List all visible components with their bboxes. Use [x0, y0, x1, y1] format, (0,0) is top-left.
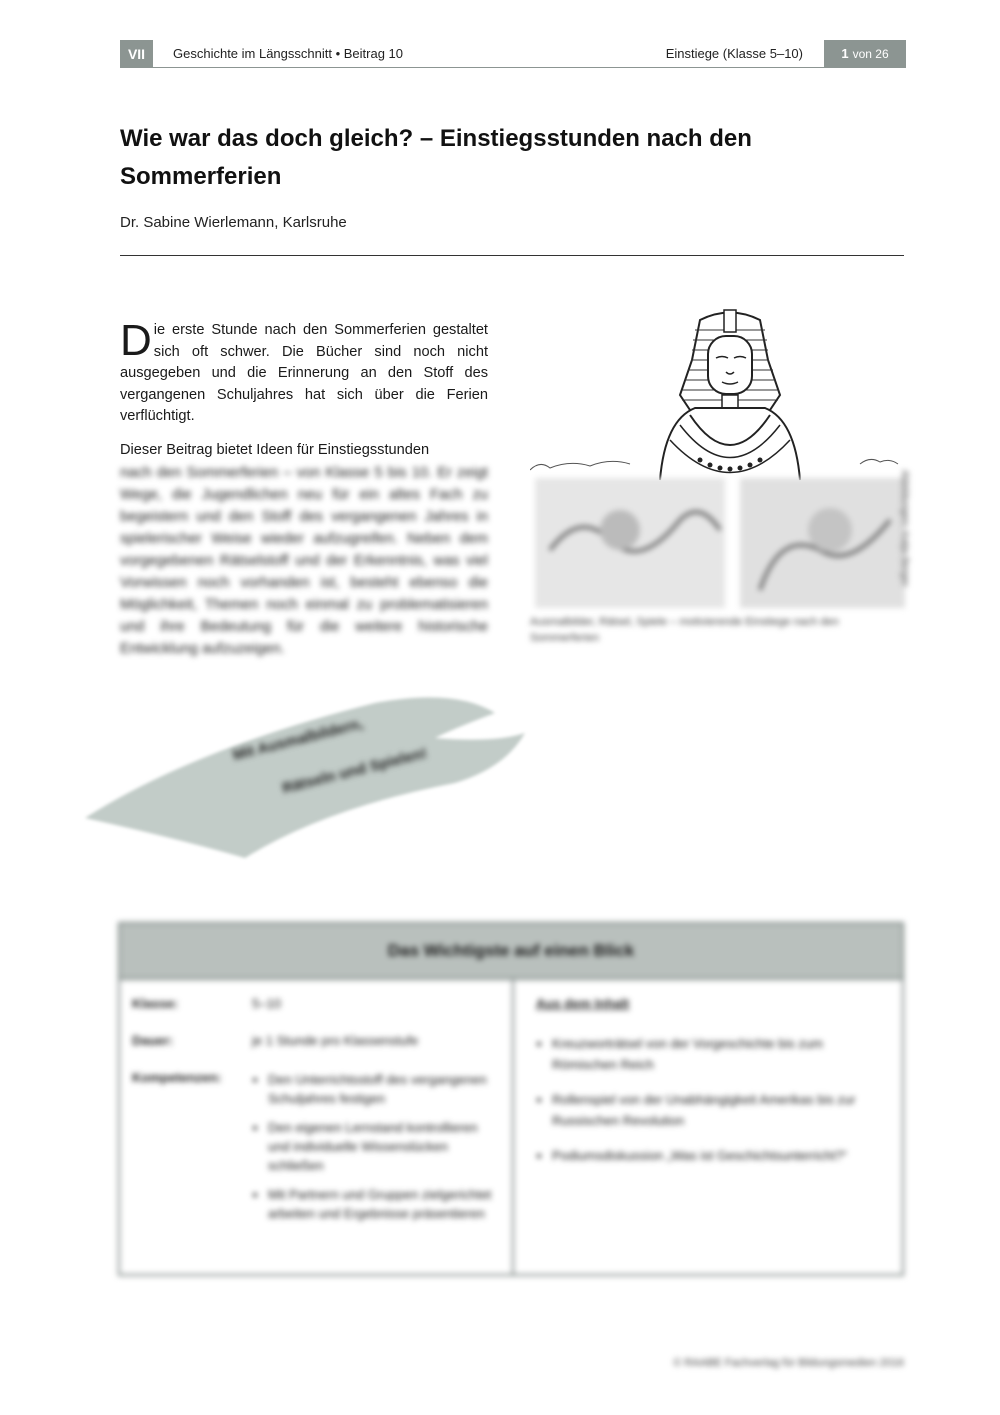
list-item: • Mit Partnern und Gruppen zielgerichtet arbeiten und Ergebnisse präsentieren: [268, 1185, 500, 1223]
series-title: Geschichte im Längsschnitt • Beitrag 10: [173, 46, 404, 61]
intro-text: [120, 316, 488, 473]
summary-box: [118, 922, 904, 1276]
inhalt-heading: Aus dem Inhalt: [536, 996, 630, 1011]
inhalt-list: [536, 1033, 888, 1166]
title-divider: [120, 255, 904, 256]
intro-paragraph-2-blurred: nach den Sommerferien – von Klasse 5 bis 10. Er zeigt Wege, die Jugendlichen neu für ein altes Fach zu begeistern und den Stoff des vergangenen Jahres in spielerischer Weise wieder aufzugreifen. Neben dem vorgegebenen Rätselstoff und der Erkenntnis, was viel Vorwissen noch vorhanden ist, besteht ebenso die Möglichkeit, Themen noch einmal zu problematisieren und ihre Bedeutung für die weitere historische Entwicklung aufzuzeigen.: [120, 465, 488, 657]
summary-left-column: [120, 980, 514, 1274]
kompetenzen-list: [252, 1070, 500, 1233]
banner-line-1: Mit Ausmalbildern,: [231, 715, 365, 765]
author-line: Dr. Sabine Wierlemann, Karlsruhe: [120, 214, 347, 231]
series-badge: VII: [120, 40, 153, 67]
dauer-label: Dauer:: [132, 1033, 174, 1048]
intro-paragraph-2: Dieser Beitrag bietet Ideen für Einstiegsstunden: [120, 441, 430, 458]
banner-line-2: Rätseln und Spielen!: [280, 744, 429, 798]
page-title: Wie war das doch gleich? – Einstiegsstunden nach den Sommerferien: [120, 125, 752, 190]
header-divider: [120, 67, 906, 68]
page-total: von 26: [852, 46, 889, 61]
dauer-row: [132, 1033, 500, 1048]
intro-paragraph-1: [120, 316, 488, 428]
list-item: • Kreuzworträtsel von der Vorgeschichte bis zum Römischen Reich: [552, 1033, 888, 1075]
page-indicator: [824, 40, 906, 67]
kompetenzen-row: [132, 1070, 500, 1233]
section-label: Einstiege (Klasse 5–10): [665, 46, 803, 61]
drop-cap: D: [120, 316, 152, 365]
dauer-value: je 1 Stunde pro Klassenstufe: [252, 1033, 419, 1048]
list-item: • Den eigenen Lernstand kontrollieren und individuelle Wissenslücken schließen: [268, 1118, 500, 1175]
copyright-footer: © RAABE Fachverlag für Bildungsmedien 2016: [673, 1357, 904, 1369]
illustration-credit: [899, 470, 926, 610]
summary-right-column: [514, 980, 902, 1274]
klasse-label: Klasse:: [132, 996, 179, 1011]
pharaoh-drawing-icon: [530, 300, 910, 650]
list-item: • Rollenspiel von der Unabhängigkeit Amerikas bis zur Russischen Revolution: [552, 1089, 888, 1131]
list-item: • Den Unterrichtsstoff des vergangenen Schuljahres festigen: [268, 1070, 500, 1108]
kompetenzen-label: Kompetenzen:: [132, 1070, 222, 1085]
list-item: • Podiumsdiskussion „Was ist Geschichtsunterricht?“: [552, 1145, 888, 1166]
illustration-credit-text: Abbildungen: Katja Berger: [899, 470, 910, 587]
klasse-row: [132, 996, 500, 1011]
summary-box-heading: Das Wichtigste auf einen Blick: [120, 924, 902, 980]
page-number: 1: [841, 46, 849, 61]
klasse-value: 5–10: [252, 996, 281, 1011]
pharaoh-illustration: [530, 300, 910, 650]
intro-paragraph-1-text: ie erste Stunde nach den Sommerferien gestaltet sich oft schwer. Die Bücher sind noch nicht ausgegeben und die Erinnerung an den Stoff des vergangenen Schuljahres hat sich über die Ferien verflüchtigt.: [120, 322, 488, 424]
illustration-caption: Ausmalbilder, Rätsel, Spiele – motivierende Einstiege nach den Sommerferien: [530, 616, 839, 644]
